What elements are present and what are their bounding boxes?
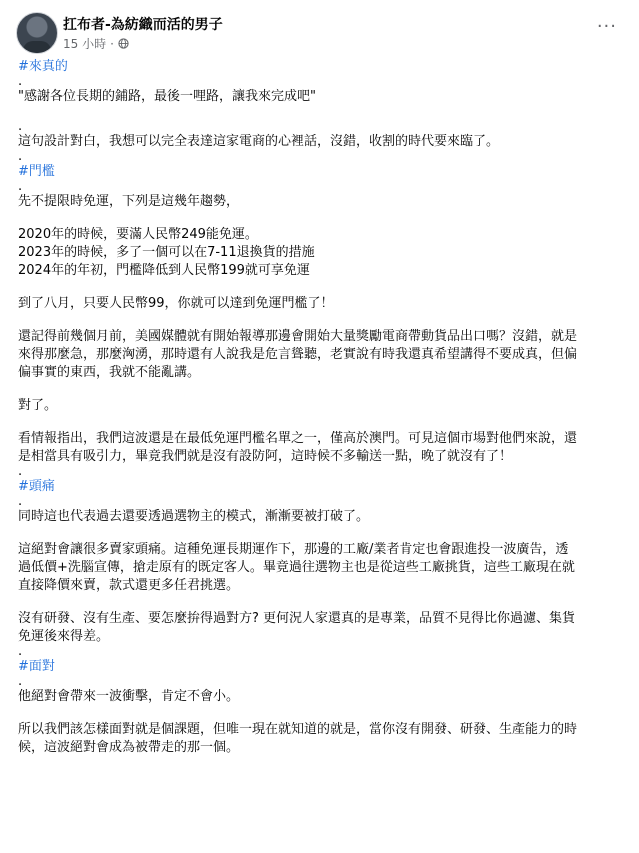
paragraph-line: 這絕對會讓很多賣家頭痛。這種免運長期運作下，那邊的工廠/業者肯定也會跟進投一波廣告，透 bbox=[18, 542, 569, 557]
dot-separator: . bbox=[18, 644, 23, 659]
paragraph-line: 來得那麼急，那麼洶湧，那時還有人說我是危言聳聽，老實說有時我還真希望講得不要成真，但偏 bbox=[18, 347, 578, 362]
hashtag-lai-zhen-de[interactable]: #來真的 bbox=[18, 59, 68, 74]
hashtag-men-kan[interactable]: #門檻 bbox=[18, 164, 55, 179]
dot-separator: . bbox=[18, 464, 23, 479]
paragraph-text: 他絕對會帶來一波衝擊，肯定不會小。 bbox=[18, 689, 240, 704]
hashtag-tou-tong[interactable]: #頭痛 bbox=[18, 479, 55, 494]
paragraph-line: 還記得前幾個月前，美國媒體就有開始報導那邊會開始大量獎勵電商帶動貨品出口嗎？沒錯，就是 bbox=[18, 329, 578, 344]
paragraph-line: 看情報指出，我們這波還是在最低免運門檻名單之一，僅高於澳門。可見這個市場對他們來說，還 bbox=[18, 431, 578, 446]
paragraph-text: 先不提限時免運，下列是這幾年趨勢， bbox=[18, 194, 240, 209]
dot-separator: . bbox=[18, 179, 23, 194]
paragraph-line: 所以我們該怎樣面對就是個課題，但唯一現在就知道的就是，當你沒有開發、研發、生產能力的時 bbox=[18, 722, 578, 737]
dot-separator: . bbox=[18, 74, 23, 89]
list-item: 2020年的時候，要滿人民幣249能免運。 bbox=[18, 227, 258, 242]
post-body bbox=[18, 58, 623, 757]
hashtag-mian-dui[interactable]: #面對 bbox=[18, 659, 55, 674]
author-avatar[interactable] bbox=[16, 12, 58, 54]
post-meta: 15 小時 · bbox=[63, 35, 129, 52]
dot-separator: . bbox=[18, 674, 23, 689]
paragraph-line: 沒有研發、沒有生產、要怎麼拚得過對方? 更何況人家還真的是專業，品質不見得比你過濾、集貨 bbox=[18, 611, 576, 626]
paragraph-line: 過低價+洗腦宣傳，搶走原有的既定客人。畢竟過往選物主也是從這些工廠挑貨，這些工廠現在就 bbox=[18, 560, 575, 575]
more-options-icon[interactable]: ··· bbox=[596, 16, 617, 37]
dot-separator: . bbox=[18, 119, 23, 134]
quote-text: "感謝各位長期的鋪路，最後一哩路，讓我來完成吧" bbox=[18, 89, 316, 104]
paragraph-text: 到了八月，只要人民幣99，你就可以達到免運門檻了！ bbox=[18, 296, 334, 311]
paragraph-text: 這句設計對白，我想可以完全表達這家電商的心裡話，沒錯，收割的時代要來臨了。 bbox=[18, 134, 500, 149]
list-item: 2023年的時候，多了一個可以在7-11退換貨的措施 bbox=[18, 245, 315, 260]
dot-separator: . bbox=[18, 494, 23, 509]
list-item: 2024年的年初，門檻降低到人民幣199就可享免運 bbox=[18, 263, 310, 278]
paragraph-line: 免運後來得差。 bbox=[18, 629, 110, 644]
paragraph-line: 是相當具有吸引力，畢竟我們就是沒有設防阿，這時候不多輸送一點，晚了就沒有了！ bbox=[18, 449, 513, 464]
dot-separator: . bbox=[18, 149, 23, 164]
paragraph-text: 對了。 bbox=[18, 398, 58, 413]
globe-icon[interactable] bbox=[118, 38, 129, 49]
post-header bbox=[16, 12, 623, 56]
post-time[interactable]: 15 小時 bbox=[63, 37, 107, 51]
paragraph-line: 候，這波絕對會成為被帶走的那一個。 bbox=[18, 740, 240, 755]
author-name[interactable]: 扛布者-為紡織而活的男子 bbox=[63, 17, 223, 33]
paragraph-text: 同時這也代表過去還要透過選物主的模式，漸漸要被打破了。 bbox=[18, 509, 370, 524]
paragraph-line: 偏事實的東西，我就不能亂講。 bbox=[18, 365, 201, 380]
paragraph-line: 直接降價來賣，款式還更多任君挑選。 bbox=[18, 578, 240, 593]
